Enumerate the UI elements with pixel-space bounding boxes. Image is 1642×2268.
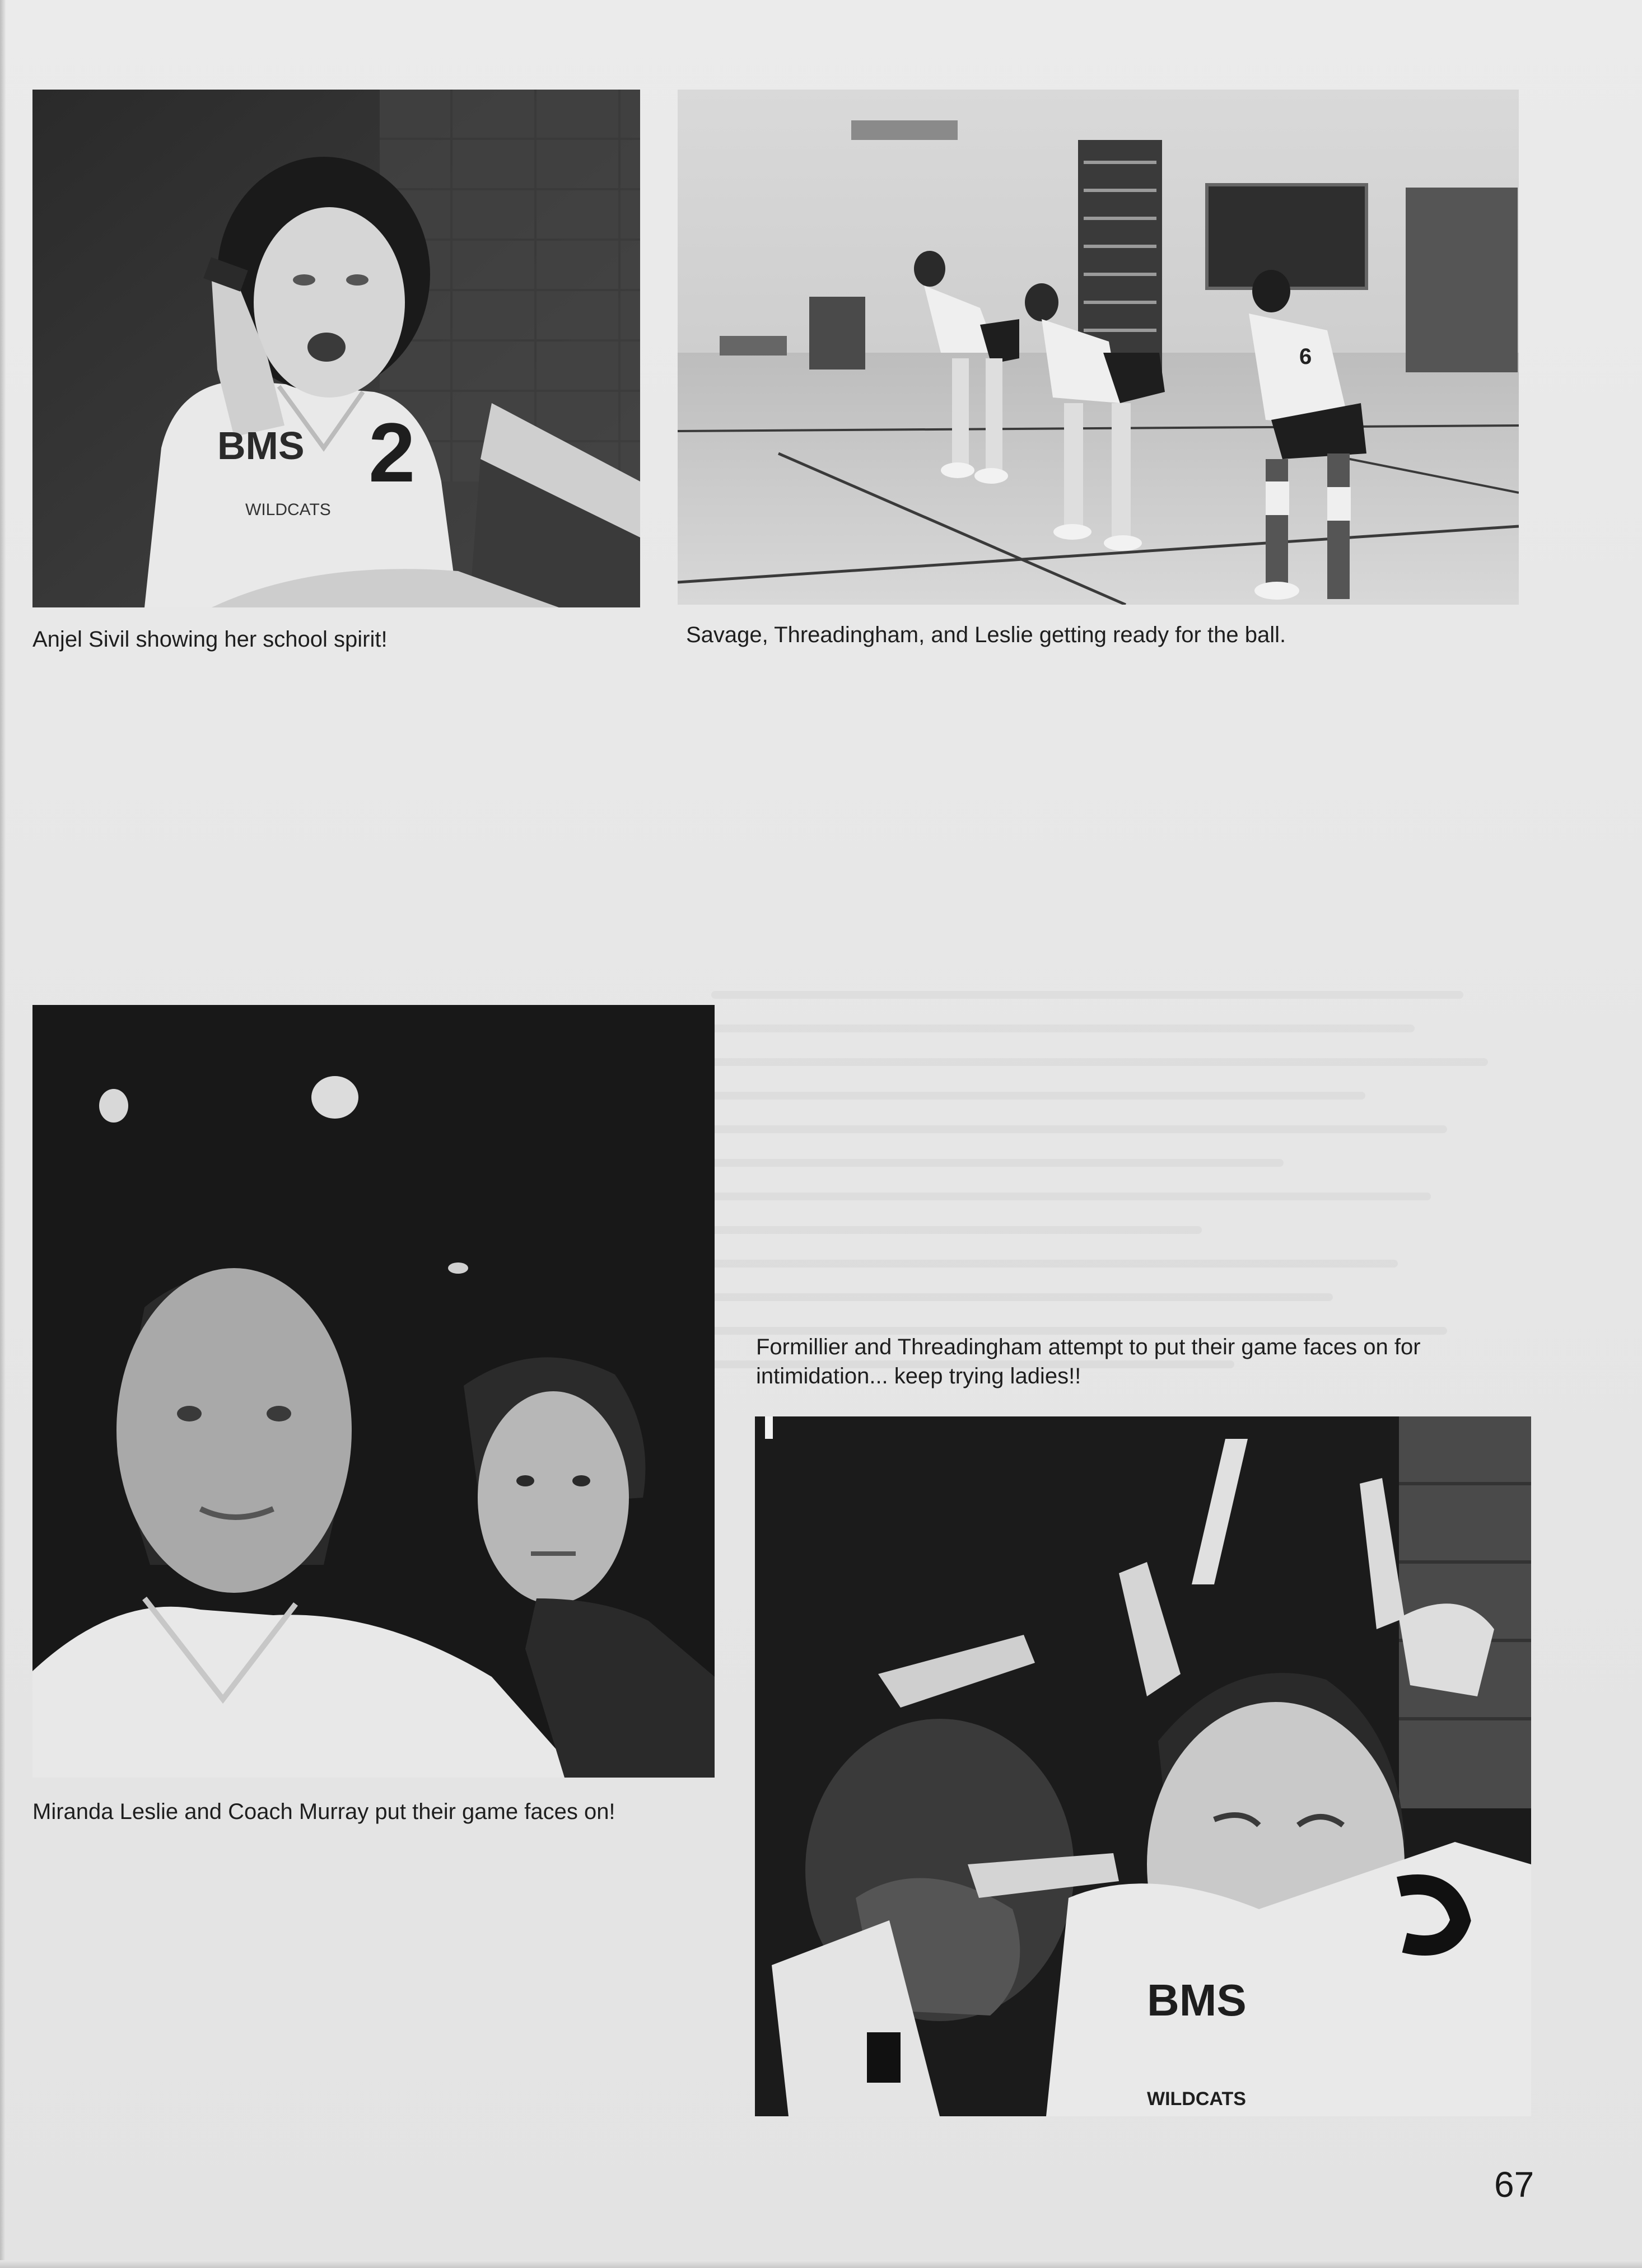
svg-text:BMS: BMS (1147, 1975, 1247, 2025)
photo-anjel-sivil (32, 90, 640, 607)
page-left-edge (0, 0, 6, 2268)
svg-text:2: 2 (368, 405, 416, 499)
caption-volleyball-ready: Savage, Threadingham, and Leslie getting ready for the ball. (686, 623, 1286, 647)
svg-text:6: 6 (1299, 344, 1312, 369)
photo-leslie-murray (32, 1005, 715, 1778)
photo-volleyball-ready (678, 90, 1519, 605)
svg-text:WILDCATS: WILDCATS (1147, 2088, 1246, 2110)
page-bottom-edge (0, 2260, 1642, 2268)
caption-formillier-threadingham: Formillier and Threadingham attempt to put their game faces on for intimidation... keep trying ladies!! (756, 1335, 1421, 1388)
svg-text:BMS: BMS (217, 424, 305, 467)
caption-anjel-sivil: Anjel Sivil showing her school spirit! (32, 627, 388, 652)
svg-text:WILDCATS: WILDCATS (245, 501, 331, 519)
caption-leslie-murray: Miranda Leslie and Coach Murray put their game faces on! (32, 1799, 615, 1824)
page-number: 67 (1494, 2164, 1534, 2205)
photo-formillier-threadingham (755, 1416, 1531, 2116)
